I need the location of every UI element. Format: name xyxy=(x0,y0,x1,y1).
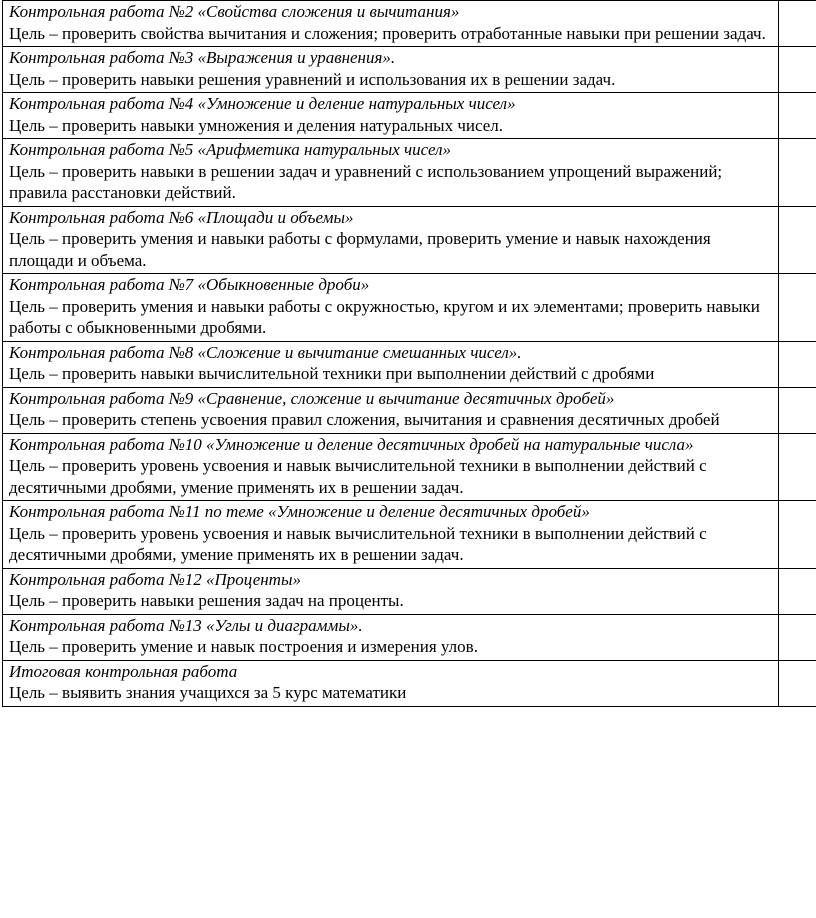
table-row xyxy=(3,433,816,501)
work-goal: Цель – проверить навыки решения уравнений и использования их в решении задач. xyxy=(9,69,616,89)
work-description-cell xyxy=(3,274,779,342)
work-title: Контрольная работа №5 «Арифметика натуральных чисел» xyxy=(9,140,451,159)
empty-cell xyxy=(779,614,816,660)
work-title: Контрольная работа №7 «Обыкновенные дроби» xyxy=(9,275,370,294)
table-row xyxy=(3,93,816,139)
empty-cell xyxy=(779,433,816,501)
empty-cell xyxy=(779,387,816,433)
work-title: Контрольная работа №10 «Умножение и деление десятичных дробей на натуральные числа» xyxy=(9,434,694,454)
work-goal: Цель – выявить знания учащихся за 5 курс математики xyxy=(9,683,407,702)
empty-cell xyxy=(779,568,816,614)
work-description-cell xyxy=(3,433,779,501)
table-row xyxy=(3,206,816,274)
work-goal: Цель – проверить умения и навыки работы с окружностью, кругом и их элементами; проверить навыки работы с обыкновенными дробями. xyxy=(9,296,760,337)
work-goal: Цель – проверить навыки решения задач на проценты. xyxy=(9,591,404,610)
empty-cell xyxy=(779,341,816,387)
table-row xyxy=(3,614,816,660)
work-goal: Цель – проверить свойства вычитания и сложения; проверить отработанные навыки при решении задач. xyxy=(9,23,766,43)
work-title: Контрольная работа №4 «Умножение и деление натуральных чисел» xyxy=(9,94,516,113)
empty-cell xyxy=(779,274,816,342)
work-title: Контрольная работа №3 «Выражения и уравнения». xyxy=(9,48,396,67)
work-title: Итоговая контрольная работа xyxy=(9,661,238,681)
work-title: Контрольная работа №13 «Углы и диаграммы». xyxy=(9,615,363,635)
table-row xyxy=(3,139,816,207)
work-goal: Цель – проверить степень усвоения правил сложения, вычитания и сравнения десятичных дробей xyxy=(9,410,720,429)
work-description-cell xyxy=(3,387,779,433)
table-row xyxy=(3,660,816,706)
work-title: Контрольная работа №9 «Сравнение, сложение и вычитание десятичных дробей» xyxy=(9,388,615,408)
work-title: Контрольная работа №8 «Сложение и вычитание смешанных чисел». xyxy=(9,342,522,362)
empty-cell xyxy=(779,47,816,93)
work-description-cell xyxy=(3,568,779,614)
empty-cell xyxy=(779,1,816,47)
work-description-cell xyxy=(3,660,779,706)
work-description-cell xyxy=(3,501,779,569)
work-description-cell xyxy=(3,139,779,207)
empty-cell xyxy=(779,660,816,706)
table-row xyxy=(3,274,816,342)
work-goal: Цель – проверить уровень усвоения и навык вычислительной техники в выполнении действий с десятичными дробями, умение применять их в решении задач. xyxy=(9,523,707,564)
empty-cell xyxy=(779,93,816,139)
work-description-cell xyxy=(3,614,779,660)
work-goal: Цель – проверить умения и навыки работы с формулами, проверить умение и навык нахождения площади и объема. xyxy=(9,229,711,270)
work-title: Контрольная работа №2 «Свойства сложения и вычитания» xyxy=(9,2,460,21)
table-row xyxy=(3,341,816,387)
work-title: Контрольная работа №6 «Площади и объемы» xyxy=(9,207,354,227)
table-row xyxy=(3,1,816,47)
table-row xyxy=(3,568,816,614)
table-row xyxy=(3,47,816,93)
control-works-table-body xyxy=(3,1,816,707)
work-title: Контрольная работа №11 по теме «Умножение и деление десятичных дробей» xyxy=(9,502,590,521)
work-goal: Цель – проверить навыки вычислительной техники при выполнении действий с дробями xyxy=(9,364,655,383)
work-title: Контрольная работа №12 «Проценты» xyxy=(9,569,301,589)
control-works-table xyxy=(2,0,816,707)
work-description-cell xyxy=(3,47,779,93)
empty-cell xyxy=(779,139,816,207)
empty-cell xyxy=(779,501,816,569)
table-row xyxy=(3,387,816,433)
table-row xyxy=(3,501,816,569)
work-description-cell xyxy=(3,93,779,139)
work-description-cell xyxy=(3,1,779,47)
work-goal: Цель – проверить навыки в решении задач и уравнений с использованием упрощений выражений; правила расстановки действий. xyxy=(9,161,723,202)
work-goal: Цель – проверить навыки умножения и деления натуральных чисел. xyxy=(9,115,504,135)
work-goal: Цель – проверить уровень усвоения и навык вычислительной техники в выполнении действий с десятичными дробями, умение применять их в решении задач. xyxy=(9,456,707,497)
work-goal: Цель – проверить умение и навык построения и измерения улов. xyxy=(9,637,478,656)
work-description-cell xyxy=(3,341,779,387)
work-description-cell xyxy=(3,206,779,274)
empty-cell xyxy=(779,206,816,274)
